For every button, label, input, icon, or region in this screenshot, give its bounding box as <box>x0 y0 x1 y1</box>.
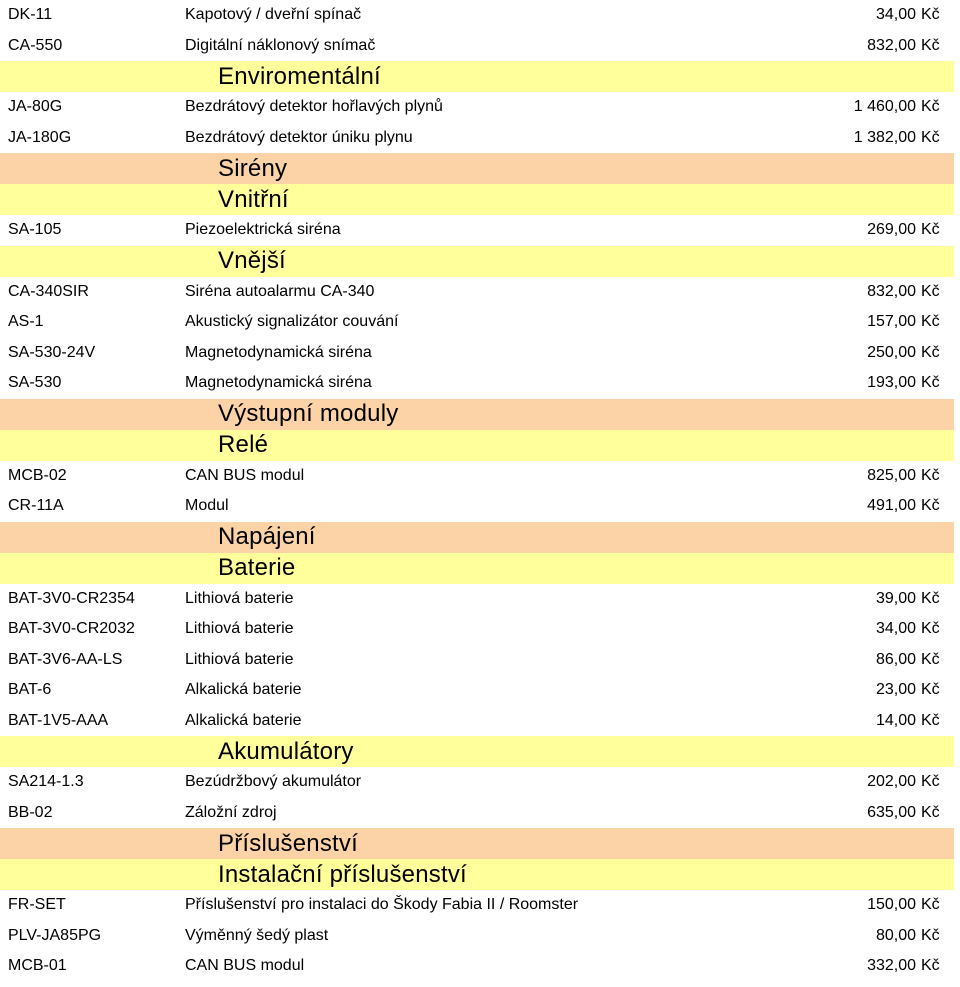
product-code: AS-1 <box>8 313 44 331</box>
subcategory-title: Vnější <box>218 247 286 274</box>
product-price: 269,00 <box>867 221 916 239</box>
product-price: 34,00 <box>875 620 916 638</box>
currency-label: Kč <box>921 282 940 300</box>
category-title: Příslušenství <box>218 829 358 857</box>
currency-label: Kč <box>921 313 940 331</box>
product-description: Akustický signalizátor couvání <box>185 313 399 331</box>
product-description: Kapotový / dveřní spínač <box>185 6 362 24</box>
currency-label: Kč <box>921 896 940 914</box>
product-price: 157,00 <box>867 313 916 331</box>
currency-label: Kč <box>921 221 940 239</box>
product-row <box>0 31 954 62</box>
currency-label: Kč <box>921 128 940 146</box>
category-header <box>0 828 954 859</box>
product-code: MCB-02 <box>8 466 67 484</box>
subcategory-title: Akumulátory <box>218 737 354 765</box>
product-row <box>0 614 954 645</box>
product-description: Piezoelektrická siréna <box>185 221 341 239</box>
product-price: 332,00 <box>867 957 916 975</box>
product-row <box>0 767 954 798</box>
product-code: CA-340SIR <box>8 282 89 300</box>
subcategory-header <box>0 859 954 890</box>
product-row <box>0 951 954 982</box>
product-price: 832,00 <box>867 36 916 54</box>
product-code: BAT-6 <box>8 681 52 699</box>
category-title: Napájení <box>218 523 316 550</box>
product-price: 202,00 <box>867 773 916 791</box>
product-description: CAN BUS modul <box>185 957 305 975</box>
subcategory-title: Vnitřní <box>218 185 289 213</box>
product-price: 491,00 <box>867 497 916 515</box>
product-code: SA-530 <box>8 374 62 392</box>
product-description: Alkalická baterie <box>185 681 302 699</box>
currency-label: Kč <box>921 374 940 392</box>
product-row <box>0 675 954 706</box>
product-code: BAT-3V0-CR2032 <box>8 620 135 638</box>
product-code: JA-80G <box>8 98 63 116</box>
product-description: Magnetodynamická siréna <box>185 374 372 392</box>
product-code: SA-530-24V <box>8 343 96 361</box>
product-description: Bezdrátový detektor úniku plynu <box>185 128 413 146</box>
product-row <box>0 890 954 921</box>
product-code: BAT-3V6-AA-LS <box>8 650 123 668</box>
product-price: 23,00 <box>875 681 916 699</box>
category-header <box>0 399 954 430</box>
product-code: PLV-JA85PG <box>8 926 102 944</box>
currency-label: Kč <box>921 681 940 699</box>
product-description: Digitální náklonový snímač <box>185 36 376 54</box>
product-price: 635,00 <box>867 803 916 821</box>
product-description: CAN BUS modul <box>185 466 305 484</box>
category-header <box>0 522 954 553</box>
product-description: Alkalická baterie <box>185 711 302 729</box>
product-price: 825,00 <box>867 466 916 484</box>
subcategory-header <box>0 61 954 92</box>
currency-label: Kč <box>921 773 940 791</box>
product-code: JA-180G <box>8 128 72 146</box>
currency-label: Kč <box>921 98 940 116</box>
product-description: Lithiová baterie <box>185 650 294 668</box>
product-code: BAT-3V0-CR2354 <box>8 589 135 607</box>
product-code: FR-SET <box>8 896 66 914</box>
currency-label: Kč <box>921 343 940 361</box>
product-price: 80,00 <box>875 926 916 944</box>
product-price: 832,00 <box>867 282 916 300</box>
product-code: CA-550 <box>8 36 63 54</box>
product-row <box>0 584 954 615</box>
currency-label: Kč <box>921 926 940 944</box>
product-description: Lithiová baterie <box>185 620 294 638</box>
currency-label: Kč <box>921 711 940 729</box>
subcategory-title: Baterie <box>218 554 296 581</box>
product-code: SA-105 <box>8 221 62 239</box>
product-row <box>0 645 954 676</box>
product-row <box>0 798 954 829</box>
subcategory-header <box>0 736 954 767</box>
subcategory-header <box>0 246 954 277</box>
product-description: Bezdrátový detektor hořlavých plynů <box>185 98 443 116</box>
product-description: Bezúdržbový akumulátor <box>185 773 362 791</box>
product-description: Výměnný šedý plast <box>185 926 329 944</box>
category-header <box>0 153 954 184</box>
subcategory-header <box>0 184 954 215</box>
product-row <box>0 92 954 123</box>
subcategory-header <box>0 553 954 584</box>
product-description: Siréna autoalarmu CA-340 <box>185 282 375 300</box>
product-price: 1 460,00 <box>853 98 916 116</box>
product-code: MCB-01 <box>8 957 67 975</box>
product-row <box>0 277 954 308</box>
currency-label: Kč <box>921 589 940 607</box>
product-price: 193,00 <box>867 374 916 392</box>
product-description: Záložní zdroj <box>185 803 277 821</box>
product-row <box>0 123 954 154</box>
product-price: 150,00 <box>867 896 916 914</box>
product-description: Lithiová baterie <box>185 589 294 607</box>
product-code: SA214-1.3 <box>8 773 84 791</box>
product-row <box>0 0 954 31</box>
subcategory-header <box>0 430 954 461</box>
product-code: BAT-1V5-AAA <box>8 711 109 729</box>
product-row <box>0 368 954 399</box>
product-code: CR-11A <box>8 497 64 515</box>
currency-label: Kč <box>921 650 940 668</box>
product-description: Magnetodynamická siréna <box>185 343 372 361</box>
currency-label: Kč <box>921 803 940 821</box>
product-row <box>0 461 954 492</box>
currency-label: Kč <box>921 497 940 515</box>
product-price: 1 382,00 <box>853 128 916 146</box>
product-code: DK-11 <box>8 6 53 24</box>
currency-label: Kč <box>921 620 940 638</box>
category-title: Sirény <box>218 154 288 182</box>
currency-label: Kč <box>921 466 940 484</box>
currency-label: Kč <box>921 957 940 975</box>
category-title: Výstupní moduly <box>218 400 399 427</box>
subcategory-title: Instalační příslušenství <box>218 860 467 888</box>
product-price: 86,00 <box>875 650 916 668</box>
product-row <box>0 921 954 952</box>
currency-label: Kč <box>921 36 940 54</box>
subcategory-title: Relé <box>218 431 269 458</box>
product-row <box>0 338 954 369</box>
product-row <box>0 307 954 338</box>
product-price: 14,00 <box>875 711 916 729</box>
subcategory-title: Enviromentální <box>218 62 381 90</box>
product-description: Modul <box>185 497 229 515</box>
product-price: 34,00 <box>875 6 916 24</box>
product-row <box>0 491 954 522</box>
product-description: Příslušenství pro instalaci do Škody Fabia II / Roomster <box>185 896 579 914</box>
product-code: BB-02 <box>8 803 53 821</box>
product-row <box>0 706 954 737</box>
product-price: 250,00 <box>867 343 916 361</box>
product-price: 39,00 <box>875 589 916 607</box>
currency-label: Kč <box>921 6 940 24</box>
product-row <box>0 215 954 246</box>
